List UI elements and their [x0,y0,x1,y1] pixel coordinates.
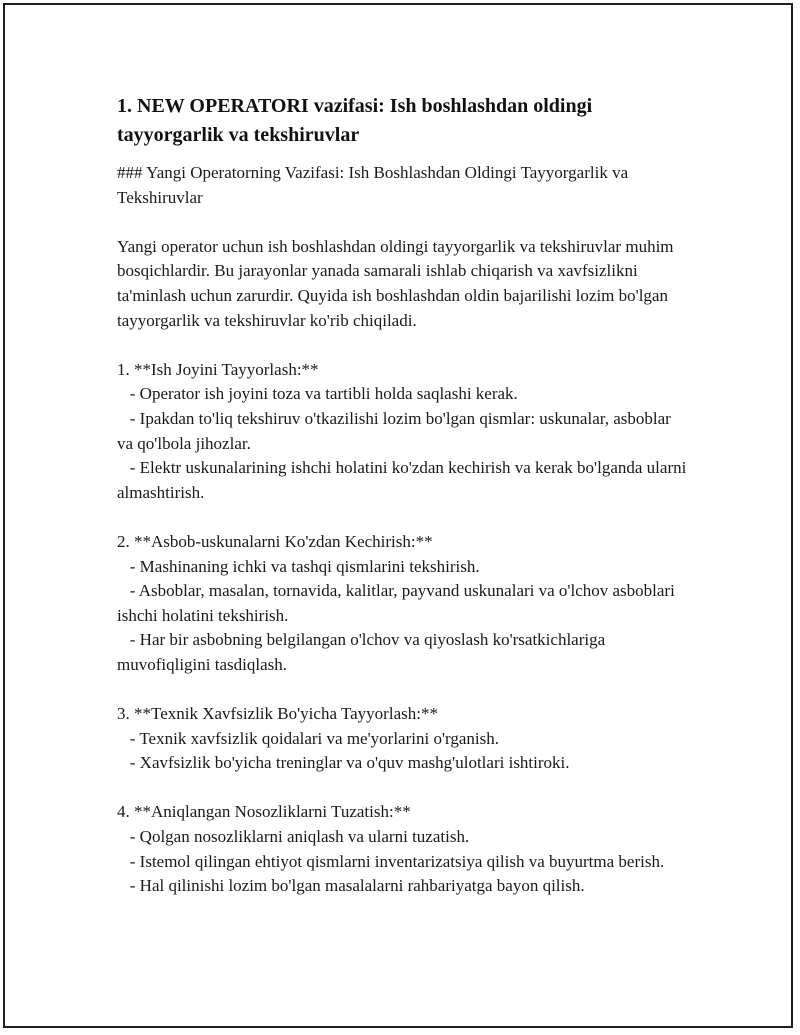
section-1 [117,358,691,506]
list-item: - Xavfsizlik bo'yicha treninglar va o'quv mashg'ulotlari ishtiroki. [117,753,570,773]
list-item: - Asboblar, masalan, tornavida, kalitlar, payvand uskunalari va o'lchov asboblari ishchi holatini tekshirish. [117,581,680,625]
markdown-heading: ### Yangi Operatorning Vazifasi: Ish Boshlashdan Oldingi Tayyorgarlik va Tekshiruvlar [117,163,633,207]
list-item: - Ipakdan to'liq tekshiruv o'tkazilishi lozim bo'lgan qismlar: uskunalar, asboblar va qo'lbola jihozlar. [117,408,676,453]
section-4 [117,800,687,898]
section-3 [117,702,687,776]
section-2 [117,530,687,678]
list-item: - Istemol qilingan ehtiyot qismlarni inventarizatsiya qilish va buyurtma berish. [117,851,665,871]
list-item: - Elektr uskunalarining ishchi holatini ko'zdan kechirish va kerak bo'lganda ularni almashtirish. [117,458,691,502]
list-item: - Hal qilinishi lozim bo'lgan masalalarni rahbariyatga bayon qilish. [117,876,585,896]
list-item: - Texnik xavfsizlik qoidalari va me'yorlarini o'rganish. [117,728,499,748]
intro-paragraph: Yangi operator uchun ish boshlashdan oldingi tayyorgarlik va tekshiruvlar muhim bosqichlardir. Bu jarayonlar yanada samarali ishlab chiqarish va xavfsizlikni ta'minlash uchun zarurdir. Quyida ish boshlashdan oldin bajarilishi lozim bo'lgan tayyorgarlik va tekshiruvlar ko'rib chiqiladi. [117,236,678,330]
list-item: - Mashinaning ichki va tashqi qismlarini tekshirish. [117,556,480,576]
section-heading: 2. **Asbob-uskunalarni Ko'zdan Kechirish:** [117,531,433,551]
section-heading: 3. **Texnik Xavfsizlik Bo'yicha Tayyorlash:** [117,704,438,724]
section-heading: 1. **Ish Joyini Tayyorlash:** [117,359,319,379]
section-heading: 4. **Aniqlangan Nosozliklarni Tuzatish:** [117,802,411,822]
list-item: - Qolgan nosozliklarni aniqlash va ularni tuzatish. [117,827,470,847]
document-body [117,92,691,899]
document-title: 1. NEW OPERATORI vazifasi: Ish boshlashdan oldingi tayyorgarlik va tekshiruvlar [117,95,593,146]
list-item: - Operator ish joyini toza va tartibli holda saqlashi kerak. [117,384,518,404]
list-item: - Har bir asbobning belgilangan o'lchov va qiyoslash ko'rsatkichlariga muvofiqligini tasdiqlash. [117,630,610,674]
